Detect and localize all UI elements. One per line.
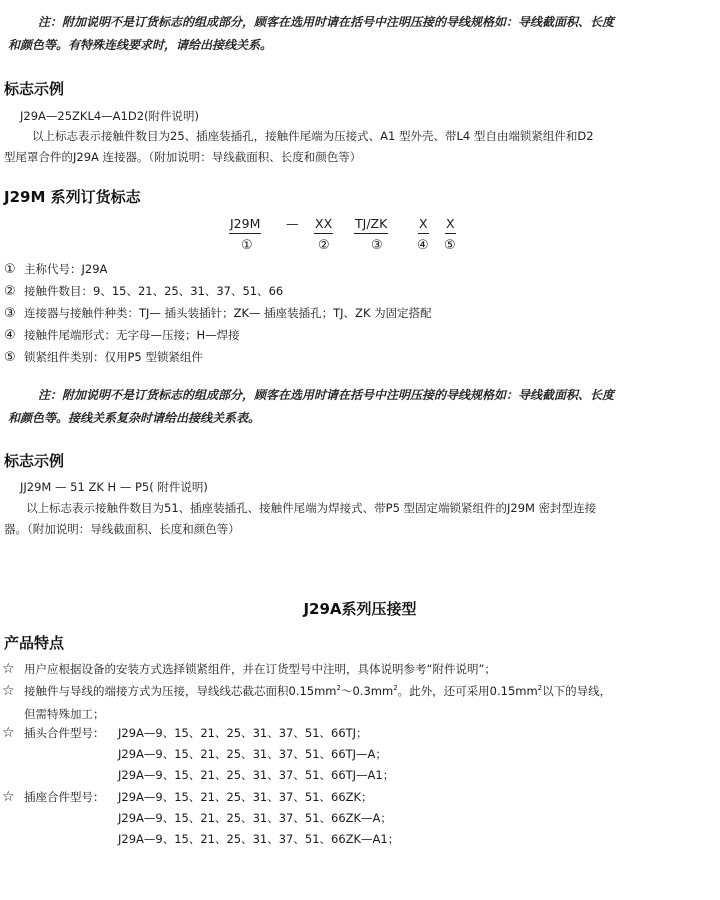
legend-text: 接触件数目：9、15、21、25、31、37、51、66 xyxy=(24,284,284,298)
plug-label: 插头合件型号： xyxy=(24,726,105,740)
code-mark-3: ③ xyxy=(371,238,383,253)
example-1-heading: 标志示例 xyxy=(4,80,65,98)
feature-2-sup-2: 2 xyxy=(393,684,398,693)
socket-model: J29A—9、15、21、25、31、37、51、66ZK—A1； xyxy=(118,832,400,846)
example-2-desc-line-2: 器。（附加说明：导线截面积、长度和颜色等） xyxy=(4,522,240,536)
note-1-line-2: 和颜色等。有特殊连线要求时，请给出接线关系。 xyxy=(8,38,273,52)
code-mark-4: ④ xyxy=(417,238,429,253)
legend-item xyxy=(4,283,283,299)
socket-model: J29A—9、15、21、25、31、37、51、66ZK； xyxy=(118,790,373,804)
code-part-tail: X xyxy=(418,216,429,234)
legend-num: ② xyxy=(4,284,16,299)
example-2-heading: 标志示例 xyxy=(4,452,65,470)
feature-2-text-c: 。此外，还可采用0.15mm xyxy=(397,684,538,698)
legend-text: 主称代号：J29A xyxy=(24,262,108,276)
legend-text: 接触件尾端形式：无字母—压接；H—焊接 xyxy=(24,328,240,342)
note-1-line-1: 注：附加说明不是订货标志的组成部分，顾客在选用时请在括号中注明压接的导线规格如：导线截面积、长度 xyxy=(38,15,615,29)
code-part-type: TJ/ZK xyxy=(354,216,388,234)
example-2-desc-line-1: 以上标志表示接触件数目为51、插座装插孔、接触件尾端为焊接式、带P5 型固定端锁紧组件的J29M 密封型连接 xyxy=(26,501,597,515)
star-icon: ☆ xyxy=(2,789,15,805)
example-2-code: JJ29M — 51 ZK H — P5( 附件说明) xyxy=(20,480,208,494)
features-heading: 产品特点 xyxy=(4,634,65,652)
legend-item xyxy=(4,327,240,343)
plug-model: J29A—9、15、21、25、31、37、51、66TJ—A； xyxy=(118,747,387,761)
feature-2-text-a: 接触件与导线的端接方式为压接，导线线芯截芯面积0.15mm xyxy=(24,684,337,698)
socket-label: 插座合件型号： xyxy=(24,790,105,804)
code-mark-2: ② xyxy=(318,238,330,253)
code-part-lock: X xyxy=(445,216,456,234)
feature-2-sup-1: 2 xyxy=(336,684,341,693)
code-part-series: J29M xyxy=(229,216,261,234)
note-1 xyxy=(38,12,718,33)
feature-2-line-2: 但需特殊加工； xyxy=(24,707,105,721)
legend-num: ④ xyxy=(4,328,16,343)
code-part-dash: — xyxy=(286,216,299,231)
star-icon: ☆ xyxy=(2,661,15,677)
legend-item xyxy=(4,305,432,321)
example-1-desc-line-2: 型尾罩合件的J29A 连接器。（附加说明：导线截面积、长度和颜色等） xyxy=(4,150,362,164)
j29m-heading: J29M 系列订货标志 xyxy=(4,188,141,206)
legend-item xyxy=(4,349,203,365)
code-part-count: XX xyxy=(314,216,333,234)
legend-text: 连接器与接触件种类：TJ— 插头装插针；ZK— 插座装插孔；TJ、ZK 为固定搭配 xyxy=(24,306,432,320)
feature-2-sup-3: 2 xyxy=(537,684,543,693)
code-mark-5: ⑤ xyxy=(444,238,456,253)
feature-1-text: 用户应根据设备的安装方式选择锁紧组件，并在订货型号中注明，具体说明参考“附件说明”； xyxy=(24,662,496,676)
legend-num: ⑤ xyxy=(4,350,16,365)
note-2-line-2: 和颜色等。接线关系复杂时请给出接线关系表。 xyxy=(8,411,261,425)
j29a-series-title: J29A系列压接型 xyxy=(303,600,417,618)
legend-item xyxy=(4,261,107,277)
plug-model: J29A—9、15、21、25、31、37、51、66TJ—A1； xyxy=(118,768,395,782)
note-2-line-1: 注：附加说明不是订货标志的组成部分，顾客在选用时请在括号中注明压接的导线规格如：导线截面积、长度 xyxy=(38,388,615,402)
legend-text: 锁紧组件类别：仅用P5 型锁紧组件 xyxy=(24,350,203,364)
feature-1 xyxy=(2,661,496,677)
star-icon: ☆ xyxy=(2,725,15,741)
code-mark-1: ① xyxy=(241,238,253,253)
feature-2 xyxy=(2,683,611,699)
socket-models-row xyxy=(2,789,105,805)
example-1-desc-line-1: 以上标志表示接触件数目为25、插座装插孔，接触件尾端为压接式、A1 型外壳、带L4 型自由端锁紧组件和D2 xyxy=(32,129,594,143)
legend-num: ① xyxy=(4,262,16,277)
feature-2-text-d: 以下的导线， xyxy=(542,684,612,698)
feature-2-text-b: ～0.3mm xyxy=(340,684,394,698)
socket-model: J29A—9、15、21、25、31、37、51、66ZK—A； xyxy=(118,811,392,825)
plug-model: J29A—9、15、21、25、31、37、51、66TJ； xyxy=(118,726,368,740)
note-1-cont xyxy=(8,35,272,56)
legend-num: ③ xyxy=(4,306,16,321)
star-icon: ☆ xyxy=(2,683,15,699)
plug-models-row xyxy=(2,725,105,741)
example-1-code: J29A—25ZKL4—A1D2(附件说明) xyxy=(20,109,199,123)
